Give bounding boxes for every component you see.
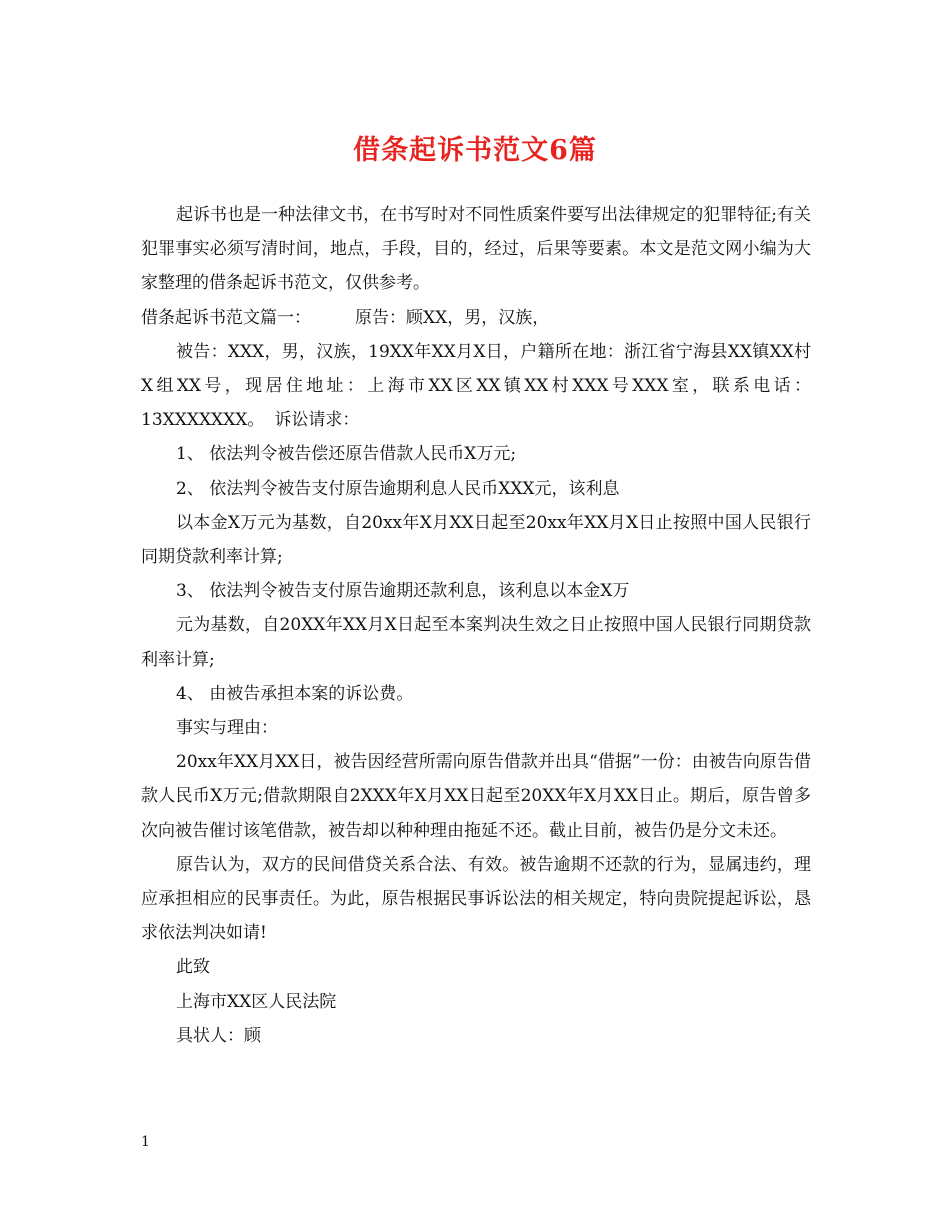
section-heading-line: [141, 301, 811, 335]
intro-paragraph: 起诉书也是一种法律文书，在书写时对不同性质案件要写出法律规定的犯罪特征;有关犯罪事实必须写清时间，地点，手段，目的，经过，后果等要素。本文是范文网小编为大家整理的借条起诉书范文，仅供参考。: [141, 205, 811, 294]
signer-line: 具状人：顾: [176, 1025, 261, 1046]
claims-label: 诉讼请求：: [274, 410, 360, 431]
claim-item-1: 1、 依法判令被告偿还原告借款人民币X万元;: [176, 444, 517, 465]
defendant-info: 被告：XXX，男，汉族，19XX年XX月X日，户籍所在地：浙江省宁海县XX镇XX村X组XX号，现居住地址：上海市XX区XX镇XX村XXX号XXX室，联系电话：13XXXXXXX。: [141, 341, 811, 431]
closing-salutation: 此致: [176, 957, 210, 978]
claim-item-3-continuation: 元为基数，自20XX年XX月X日起至本案判决生效之日止按照中国人民银行同期贷款利率计算;: [141, 615, 811, 670]
defendant-paragraph: [141, 335, 811, 438]
facts-heading: 事实与理由：: [176, 718, 278, 739]
plaintiff-info: 原告：顾XX，男，汉族，: [355, 307, 550, 328]
claim-item-4: 4、 由被告承担本案的诉讼费。: [176, 683, 414, 704]
court-name: 上海市XX区人民法院: [176, 991, 337, 1012]
facts-paragraph-1: 20xx年XX月XX日，被告因经营所需向原告借款并出具“借据”一份：由被告向原告借款人民币X万元;借款期限自2XXX年X月XX日起至20XX年X月XX日止。期后，原告曾多次向被告催讨该笔借款，被告却以种种理由拖延不还。截止目前，被告仍是分文未还。: [141, 752, 811, 841]
claim-item-3: 3、 依法判令被告支付原告逾期还款利息，该利息以本金X万: [176, 581, 630, 602]
document-title: 借条起诉书范文6篇: [353, 135, 597, 166]
claim-item-2: 2、 依法判令被告支付原告逾期利息人民币XXX元，该利息: [176, 478, 620, 499]
page-number: 1: [141, 1134, 150, 1150]
section-label: 借条起诉书范文篇一：: [141, 307, 311, 328]
claim-item-2-continuation: 以本金X万元为基数，自20xx年X月XX日起至20xx年XX月X日止按照中国人民银行同期贷款利率计算;: [141, 512, 811, 568]
document-body: [141, 198, 811, 1053]
facts-paragraph-2: 原告认为，双方的民间借贷关系合法、有效。被告逾期不还款的行为，显属违约，理应承担相应的民事责任。为此，原告根据民事诉讼法的相关规定，特向贵院提起诉讼，恳求依法判决如请!: [141, 854, 811, 944]
